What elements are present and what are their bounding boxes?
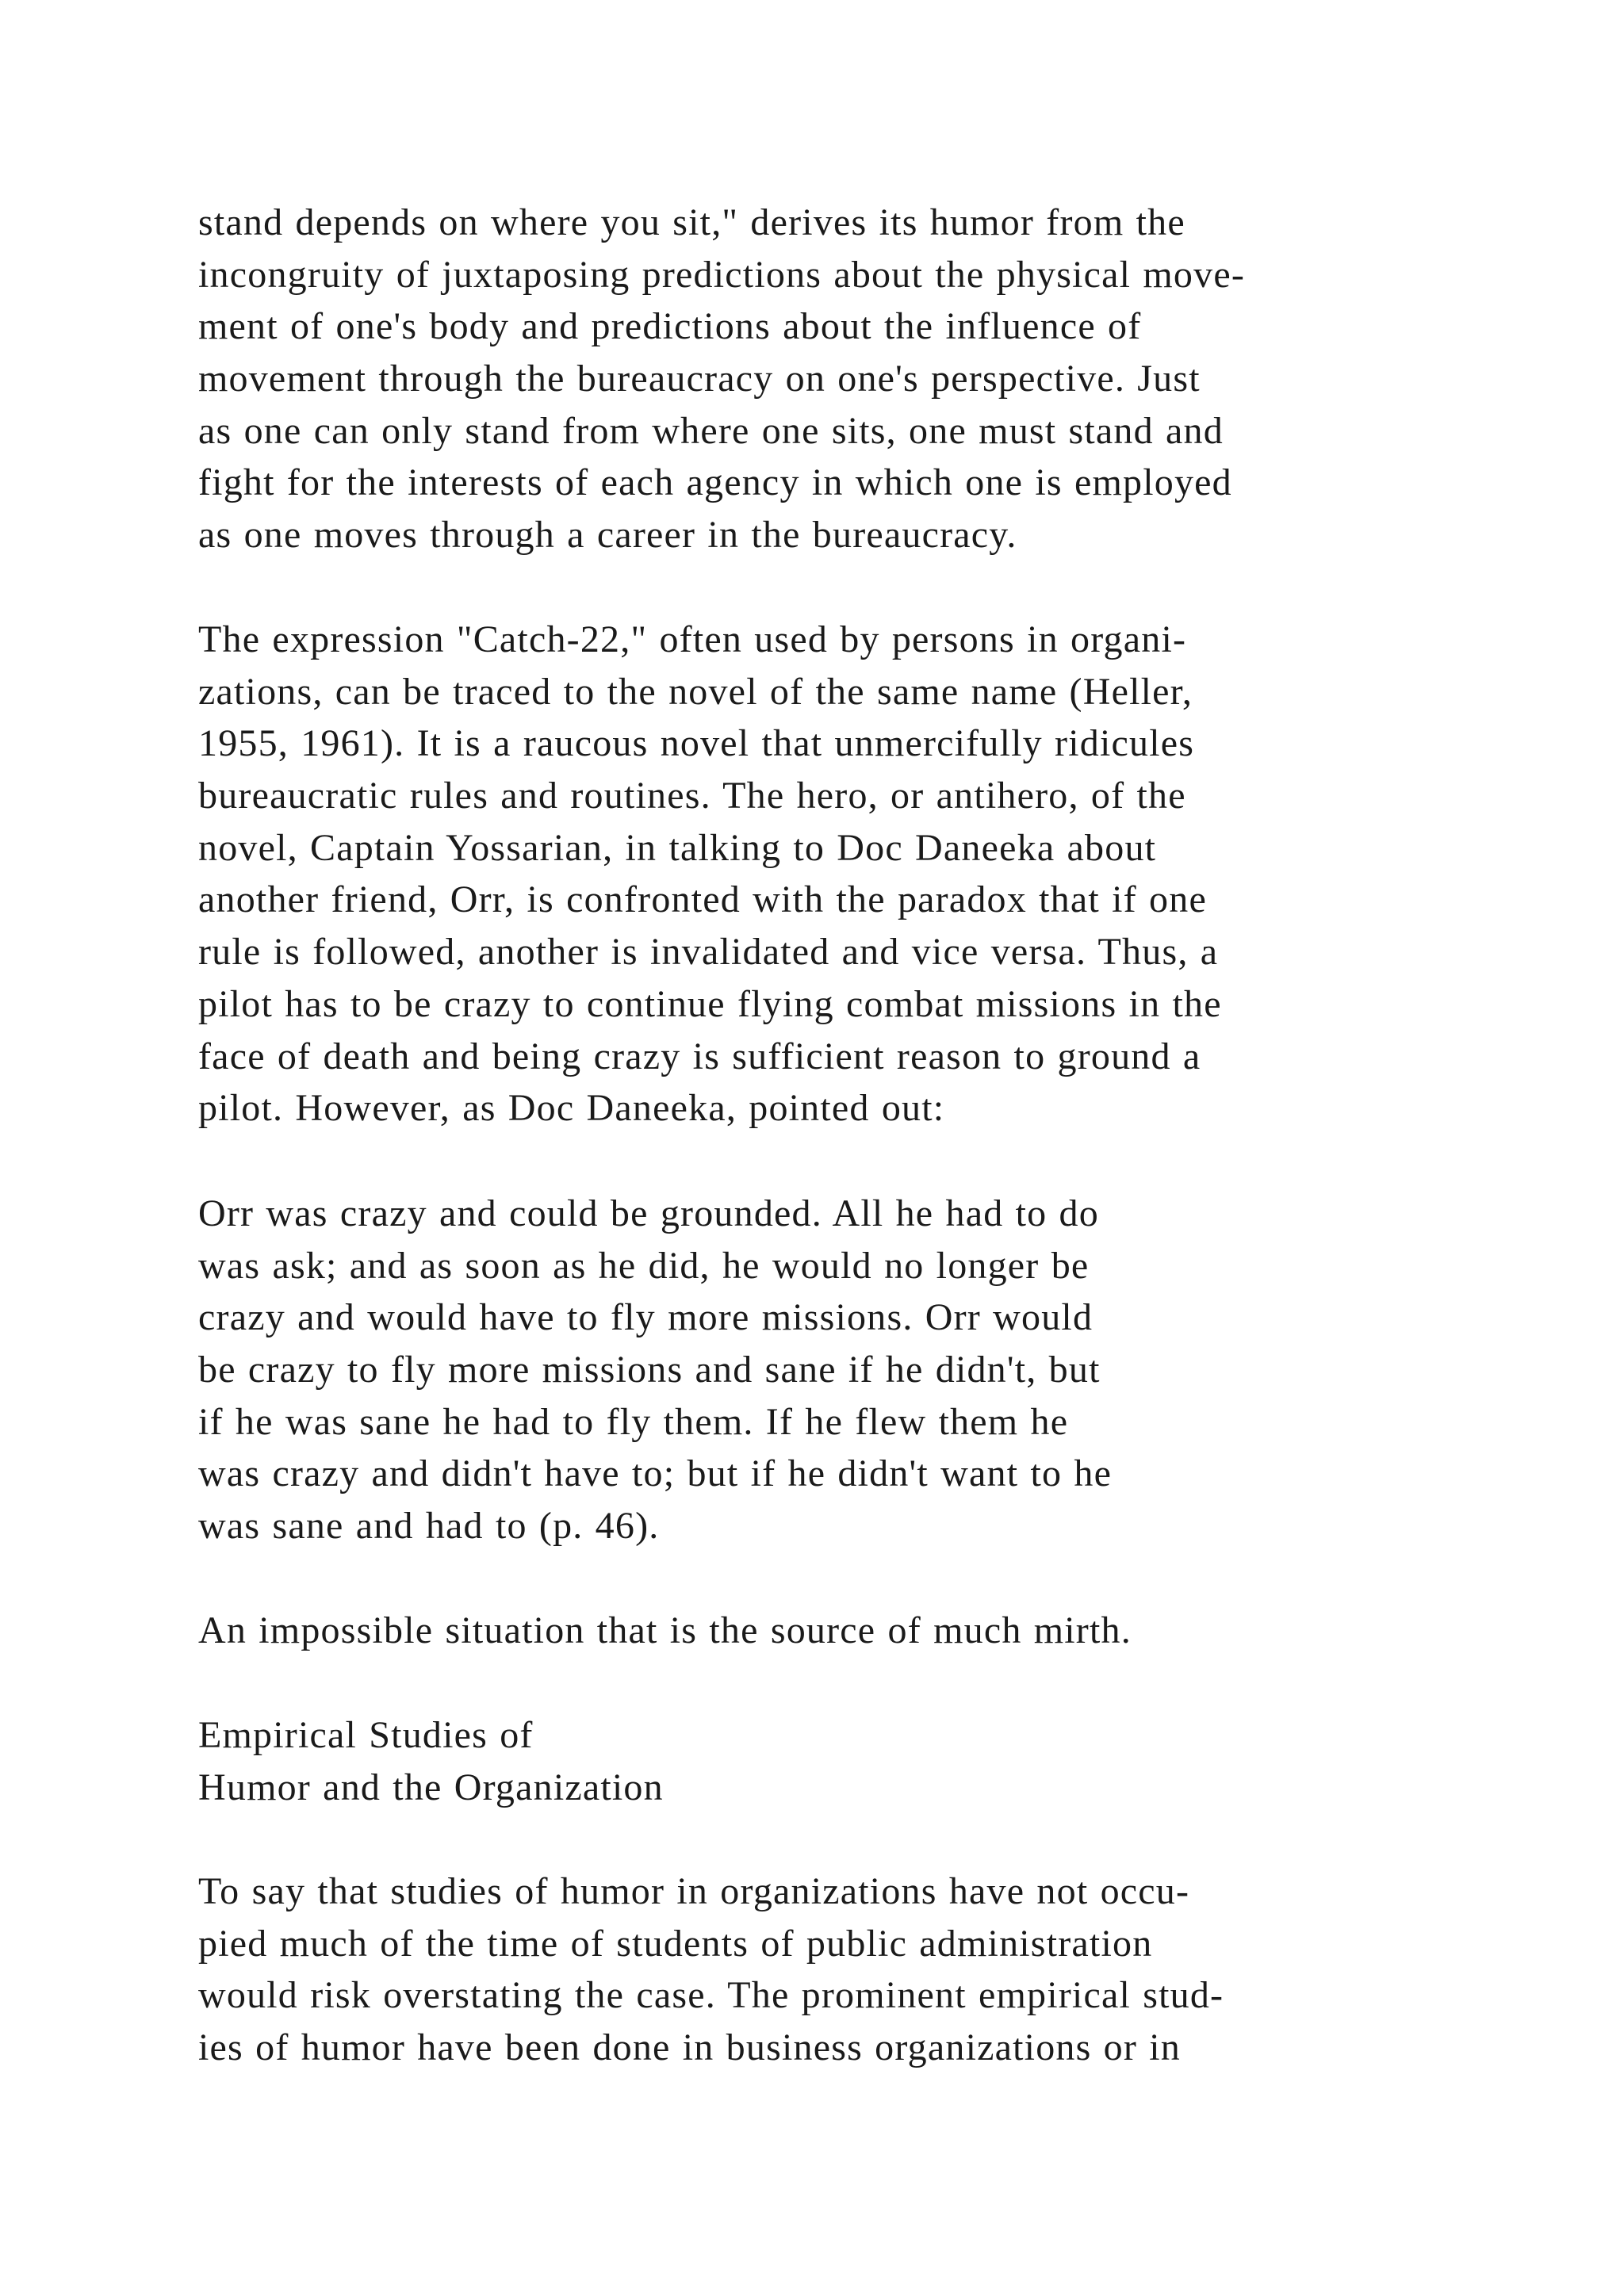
text-line: face of death and being crazy is sufficient reason to ground a (198, 1035, 1201, 1077)
text-line: pied much of the time of students of public administration (198, 1922, 1153, 1965)
text-line: was crazy and didn't have to; but if he didn't want to he (198, 1452, 1113, 1495)
text-line: as one can only stand from where one sits, one must stand and (198, 409, 1224, 452)
text-line: stand depends on where you sit," derives its humor from the (198, 201, 1185, 243)
text-line: rule is followed, another is invalidated and vice versa. Thus, a (198, 931, 1219, 974)
block-quote-heller (198, 1188, 1546, 1552)
text-line: be crazy to fly more missions and sane if he didn't, but (198, 1349, 1101, 1391)
text-line: novel, Captain Yossarian, in talking to Doc Daneeka about (198, 826, 1157, 869)
heading-line: Humor and the Organization (198, 1766, 664, 1808)
text-line: would risk overstating the case. The prominent empirical stud- (198, 1974, 1224, 2017)
text-line: crazy and would have to fly more missions. Orr would (198, 1296, 1094, 1339)
text-line: movement through the bureaucracy on one's perspective. Just (198, 358, 1201, 400)
paragraph-catch-22 (198, 614, 1546, 1135)
text-line: ment of one's body and predictions about the influence of (198, 305, 1142, 348)
paragraph-impossible-situation (198, 1605, 1546, 1657)
text-line: bureaucratic rules and routines. The hero, or antihero, of the (198, 775, 1186, 817)
paragraph-empirical-studies (198, 1866, 1546, 2074)
paragraph-bureaucracy-perspective (198, 197, 1546, 561)
text-line: Orr was crazy and could be grounded. All he had to do (198, 1192, 1099, 1234)
text-line: fight for the interests of each agency in which one is employed (198, 461, 1232, 504)
text-line: The expression "Catch-22," often used by persons in organi- (198, 618, 1187, 660)
text-line: another friend, Orr, is confronted with the paradox that if one (198, 878, 1207, 921)
text-line: pilot. However, as Doc Daneeka, pointed out: (198, 1087, 945, 1130)
text-line: 1955, 1961). It is a raucous novel that unmercifully ridicules (198, 722, 1195, 765)
section-heading (198, 1709, 1546, 1813)
text-line: To say that studies of humor in organizations have not occu- (198, 1870, 1190, 1912)
text-line: ies of humor have been done in business organizations or in (198, 2026, 1182, 2069)
text-line: An impossible situation that is the source of much mirth. (198, 1609, 1132, 1651)
text-line: incongruity of juxtaposing predictions about the physical move- (198, 253, 1246, 296)
text-line: zations, can be traced to the novel of the same name (Heller, (198, 670, 1193, 713)
text-line: was sane and had to (p. 46). (198, 1505, 660, 1548)
text-line: was ask; and as soon as he did, he would no longer be (198, 1244, 1090, 1287)
heading-line: Empirical Studies of (198, 1714, 534, 1756)
text-line: if he was sane he had to fly them. If he flew them he (198, 1400, 1069, 1443)
text-line: as one moves through a career in the bureaucracy. (198, 514, 1017, 557)
text-line: pilot has to be crazy to continue flying combat missions in the (198, 982, 1222, 1025)
